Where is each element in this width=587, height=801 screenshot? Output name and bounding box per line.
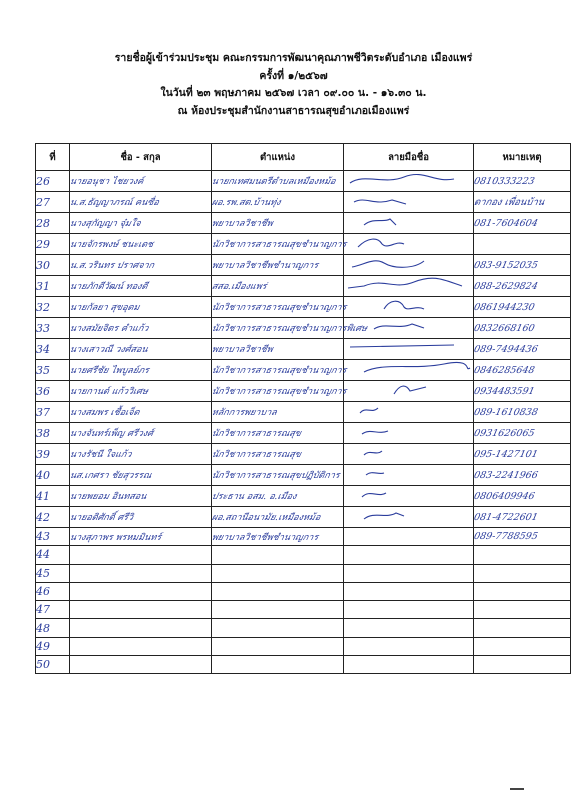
note-phone xyxy=(474,656,571,674)
table-row xyxy=(36,528,571,546)
note-phone xyxy=(474,444,571,465)
row-number: 37 xyxy=(36,402,70,423)
handwritten-signature xyxy=(344,465,472,481)
note-phone-text: 0832668160 xyxy=(472,322,536,334)
signature-cell xyxy=(344,656,474,674)
handwritten-signature xyxy=(344,360,472,376)
attendee-position xyxy=(212,601,344,619)
note-phone-text: 089-7788595 xyxy=(472,531,539,543)
note-phone xyxy=(474,564,571,582)
handwritten-signature xyxy=(344,234,472,250)
meeting-venue: ณ ห้องประชุมสำนักงานสาธารณสุขอำเภอเมืองแพร่ xyxy=(177,104,410,117)
row-number: 48 xyxy=(36,619,70,637)
attendee-position-text: พยาบาลวิชาชีพชำนาญการ xyxy=(210,261,320,271)
attendee-name xyxy=(70,546,212,564)
row-number: 46 xyxy=(36,582,70,600)
attendee-name xyxy=(70,582,212,600)
row-number: 30 xyxy=(36,255,70,276)
table-header-row xyxy=(36,144,571,171)
note-phone xyxy=(474,276,571,297)
signature-cell xyxy=(344,507,474,528)
attendee-position xyxy=(212,546,344,564)
attendee-position-text: ผอ.รพ.สต.บ้านทุ่ง xyxy=(210,198,282,208)
attendee-name xyxy=(70,423,212,444)
table-row xyxy=(36,601,571,619)
signature-cell xyxy=(344,564,474,582)
table-row xyxy=(36,619,571,637)
table-row xyxy=(36,339,571,360)
note-phone-text: 095-1427101 xyxy=(472,448,539,460)
table-row xyxy=(36,192,571,213)
attendee-position-text: นักวิชาการสาธารณสุขชำนาญการ xyxy=(210,303,348,313)
note-phone xyxy=(474,582,571,600)
attendee-name-text: นายกัลยา สุขอุดม xyxy=(68,303,141,313)
attendee-name-text: นายจักรพงษ์ ชนะเดช xyxy=(68,240,155,250)
note-phone xyxy=(474,402,571,423)
note-phone xyxy=(474,297,571,318)
attendee-position xyxy=(212,276,344,297)
signature-cell xyxy=(344,234,474,255)
attendee-position xyxy=(212,637,344,655)
attendee-name xyxy=(70,564,212,582)
attendance-table xyxy=(35,143,571,674)
row-number: 28 xyxy=(36,213,70,234)
handwritten-signature xyxy=(344,192,472,208)
table-row xyxy=(36,656,571,674)
attendee-name xyxy=(70,213,212,234)
note-phone-text: 0806409946 xyxy=(472,490,536,502)
handwritten-signature xyxy=(344,507,472,523)
handwritten-signature xyxy=(344,486,472,502)
attendee-position-text: สสอ.เมืองแพร่ xyxy=(210,282,268,292)
attendee-name xyxy=(70,619,212,637)
signature-cell xyxy=(344,297,474,318)
column-header-signature: ลายมือชื่อ xyxy=(344,144,474,171)
row-number: 29 xyxy=(36,234,70,255)
note-phone xyxy=(474,528,571,546)
table-row xyxy=(36,465,571,486)
note-phone xyxy=(474,507,571,528)
note-phone xyxy=(474,213,571,234)
attendee-position-text: พยาบาลวิชาชีพชำนาญการ xyxy=(210,532,320,543)
table-row xyxy=(36,402,571,423)
attendee-name xyxy=(70,339,212,360)
document-header xyxy=(0,50,587,120)
table-row xyxy=(36,171,571,192)
attendee-name-text: นางรัชนี ใจแก้ว xyxy=(68,450,133,460)
title: รายชื่อผู้เข้าร่วมประชุม คณะกรรมการพัฒนาคุณภาพชีวิตระดับอำเภอ เมืองแพร่ xyxy=(114,52,473,64)
attendee-position xyxy=(212,564,344,582)
attendee-position-text: นักวิชาการสาธารณสุข xyxy=(210,450,302,460)
attendee-name-text: นางสมพร เชื้อเจ็ด xyxy=(68,408,141,418)
table-row xyxy=(36,564,571,582)
note-phone xyxy=(474,619,571,637)
attendee-position xyxy=(212,582,344,600)
row-number: 43 xyxy=(36,528,70,546)
row-number: 49 xyxy=(36,637,70,655)
signature-cell xyxy=(344,637,474,655)
attendee-name-text: นส.เกศรา ชัยสุวรรณ xyxy=(68,471,153,481)
attendee-name xyxy=(70,234,212,255)
attendee-position xyxy=(212,528,344,546)
note-phone-text: 081-4722601 xyxy=(472,511,539,523)
note-phone xyxy=(474,637,571,655)
attendee-name-text: นายอดิศักดิ์ ศรีวิ xyxy=(68,513,135,523)
column-header-note: หมายเหตุ xyxy=(474,144,571,171)
signature-cell xyxy=(344,192,474,213)
handwritten-signature xyxy=(344,213,472,229)
attendee-name xyxy=(70,444,212,465)
signature-cell xyxy=(344,486,474,507)
signature-cell xyxy=(344,423,474,444)
note-phone xyxy=(474,339,571,360)
attendee-name-text: นางสุภาพร พรหมมินทร์ xyxy=(68,532,163,543)
column-header-no: ที่ xyxy=(36,144,70,171)
signature-cell xyxy=(344,360,474,381)
attendee-position xyxy=(212,213,344,234)
table-row xyxy=(36,213,571,234)
note-phone-text: 088-2629824 xyxy=(472,280,539,292)
signature-cell xyxy=(344,546,474,564)
column-header-position: ตำแหน่ง xyxy=(212,144,344,171)
table-row xyxy=(36,486,571,507)
table-row xyxy=(36,255,571,276)
table-row xyxy=(36,507,571,528)
attendee-position xyxy=(212,619,344,637)
handwritten-signature xyxy=(344,444,472,460)
attendee-name-text: นางเสาวณี วงศ์สอน xyxy=(68,345,149,355)
attendee-name-text: นางสมัยจิตร คำแก้ว xyxy=(68,324,150,334)
signature-cell xyxy=(344,381,474,402)
note-phone-text: 083-2241966 xyxy=(472,469,539,481)
row-number: 36 xyxy=(36,381,70,402)
table-row xyxy=(36,318,571,339)
attendee-position-text: นักวิชาการสาธารณสุขชำนาญการ xyxy=(210,240,348,250)
row-number: 27 xyxy=(36,192,70,213)
attendee-name xyxy=(70,381,212,402)
table-row xyxy=(36,546,571,564)
signature-cell xyxy=(344,339,474,360)
signature-cell xyxy=(344,276,474,297)
table-row xyxy=(36,637,571,655)
attendee-position xyxy=(212,423,344,444)
note-phone-text: 089-1610838 xyxy=(472,406,539,418)
note-phone-text: 0810333223 xyxy=(472,175,536,187)
attendee-position xyxy=(212,507,344,528)
attendee-position xyxy=(212,171,344,192)
note-phone xyxy=(474,546,571,564)
attendee-position xyxy=(210,297,348,318)
signature-cell xyxy=(344,582,474,600)
attendee-name xyxy=(70,486,212,507)
note-phone-text: 083-9152035 xyxy=(472,259,539,271)
attendee-position xyxy=(212,656,344,674)
note-phone xyxy=(474,423,571,444)
attendee-position xyxy=(212,402,344,423)
table-row xyxy=(36,360,571,381)
attendee-name xyxy=(70,276,212,297)
signature-cell xyxy=(344,465,474,486)
table-row xyxy=(36,297,571,318)
attendee-name xyxy=(70,528,212,546)
meeting-date: ในวันที่ ๒๓ พฤษภาคม ๒๕๖๗ เวลา ๐๙.๐๐ น. - ๑๖.๓๐ น. xyxy=(160,87,427,99)
table-row xyxy=(36,582,571,600)
attendee-position-text: ผอ.สถานีอนามัย.เหมืองหม้อ xyxy=(210,513,322,523)
signature-cell xyxy=(344,255,474,276)
column-header-name: ชื่อ - สกุล xyxy=(70,144,212,171)
attendee-position xyxy=(210,381,348,402)
attendee-name-text: นางสุกัญญา จุ๋มใจ xyxy=(68,219,142,229)
page-mark xyxy=(510,788,524,790)
attendee-name-text: น.ส.ธัญญาภรณ์ คนซื่อ xyxy=(68,198,160,208)
attendee-name xyxy=(70,465,212,486)
attendee-name xyxy=(70,192,212,213)
note-phone xyxy=(474,192,571,213)
attendee-position-text: นักวิชาการสาธารณสุขปฏิบัติการ xyxy=(210,471,341,481)
attendee-position-text: พยาบาลวิชาชีพ xyxy=(210,219,274,229)
handwritten-signature xyxy=(344,255,472,271)
attendee-position xyxy=(212,444,344,465)
handwritten-signature xyxy=(344,297,472,313)
attendee-name xyxy=(70,656,212,674)
attendee-position-text: พยาบาลวิชาชีพ xyxy=(210,345,274,355)
attendee-name xyxy=(70,402,212,423)
attendee-name xyxy=(70,318,212,339)
note-phone-text: 0934483591 xyxy=(472,385,536,397)
note-phone-text: 0861944230 xyxy=(472,301,536,313)
attendee-position xyxy=(212,192,344,213)
signature-cell xyxy=(344,528,474,546)
attendee-name xyxy=(70,297,212,318)
attendee-name xyxy=(70,255,212,276)
row-number: 44 xyxy=(36,546,70,564)
note-phone-text: 0931626065 xyxy=(472,427,536,439)
attendee-position-text: นักวิชาการสาธารณสุข xyxy=(210,429,302,439)
note-phone xyxy=(474,486,571,507)
handwritten-signature xyxy=(344,339,472,355)
table-row xyxy=(36,381,571,402)
note-phone-text: 089-7494436 xyxy=(472,343,539,355)
row-number: 26 xyxy=(36,171,70,192)
table-row xyxy=(36,444,571,465)
attendee-name-text: นายกานต์ แก้ววิเศษ xyxy=(68,387,149,397)
attendee-name-text: นายพยอม อินทสอน xyxy=(68,492,148,502)
note-phone-text: 081-7604604 xyxy=(472,217,539,229)
table-row xyxy=(36,423,571,444)
attendee-name xyxy=(70,637,212,655)
attendee-position xyxy=(212,255,344,276)
attendee-position-text: ประธาน อสม. อ.เมือง xyxy=(210,492,298,502)
handwritten-signature xyxy=(344,276,472,292)
row-number: 34 xyxy=(36,339,70,360)
attendee-name xyxy=(70,171,212,192)
signature-cell xyxy=(344,619,474,637)
handwritten-signature xyxy=(344,402,472,418)
row-number: 41 xyxy=(36,486,70,507)
attendee-name xyxy=(70,601,212,619)
row-number: 45 xyxy=(36,564,70,582)
handwritten-signature xyxy=(344,423,472,439)
row-number: 39 xyxy=(36,444,70,465)
signature-cell xyxy=(344,213,474,234)
handwritten-signature xyxy=(344,171,472,187)
attendee-position-text: นักวิชาการสาธารณสุขชำนาญการ xyxy=(210,387,348,397)
signature-cell xyxy=(344,444,474,465)
table-row xyxy=(36,234,571,255)
note-phone xyxy=(474,381,571,402)
handwritten-signature xyxy=(344,381,472,397)
attendee-position-text: หลักการพยาบาล xyxy=(210,408,278,418)
note-phone xyxy=(474,234,571,255)
signature-cell xyxy=(344,171,474,192)
attendee-position xyxy=(212,339,344,360)
note-phone xyxy=(474,360,571,381)
row-number: 50 xyxy=(36,656,70,674)
attendee-name-text: น.ส.วรินทร ปราศจาก xyxy=(68,261,155,271)
attendee-position-text: นักวิชาการสาธารณสุขชำนาญการ xyxy=(210,366,348,376)
note-phone-text: ดากอง เพื่อนบ้าน xyxy=(472,196,546,208)
attendee-name-text: นางจันทร์เพ็ญ ศรีวงศ์ xyxy=(68,429,154,439)
row-number: 31 xyxy=(36,276,70,297)
attendee-name-text: นายอนุชา ไชยวงค์ xyxy=(68,177,145,187)
row-number: 47 xyxy=(36,601,70,619)
row-number: 40 xyxy=(36,465,70,486)
attendee-position xyxy=(210,234,348,255)
note-phone xyxy=(474,255,571,276)
note-phone-text: 0846285648 xyxy=(472,364,536,376)
attendee-name-text: นายภักดีวัฒน์ ทองดี xyxy=(68,282,149,292)
row-number: 35 xyxy=(36,360,70,381)
row-number: 32 xyxy=(36,297,70,318)
attendee-name xyxy=(70,360,212,381)
row-number: 33 xyxy=(36,318,70,339)
signature-cell xyxy=(344,402,474,423)
note-phone xyxy=(474,465,571,486)
attendee-position xyxy=(210,360,348,381)
attendee-position xyxy=(212,465,344,486)
note-phone xyxy=(474,318,571,339)
attendee-position-text: นายกเทศมนตรีตำบลเหมืองหม้อ xyxy=(210,177,337,187)
attendee-position xyxy=(210,318,368,339)
attendee-position xyxy=(212,486,344,507)
note-phone xyxy=(474,601,571,619)
attendee-name xyxy=(70,507,212,528)
row-number: 38 xyxy=(36,423,70,444)
attendee-position-text: นักวิชาการสาธารณสุขชำนาญการพิเศษ xyxy=(210,324,368,334)
attendee-name-text: นายศรีชัย ไพบูลย์ภร xyxy=(68,366,150,376)
meeting-number: ครั้งที่ ๑/๒๕๖๗ xyxy=(259,69,328,82)
note-phone xyxy=(474,171,571,192)
row-number: 42 xyxy=(36,507,70,528)
table-body xyxy=(36,171,571,674)
table-row xyxy=(36,276,571,297)
signature-cell xyxy=(344,601,474,619)
